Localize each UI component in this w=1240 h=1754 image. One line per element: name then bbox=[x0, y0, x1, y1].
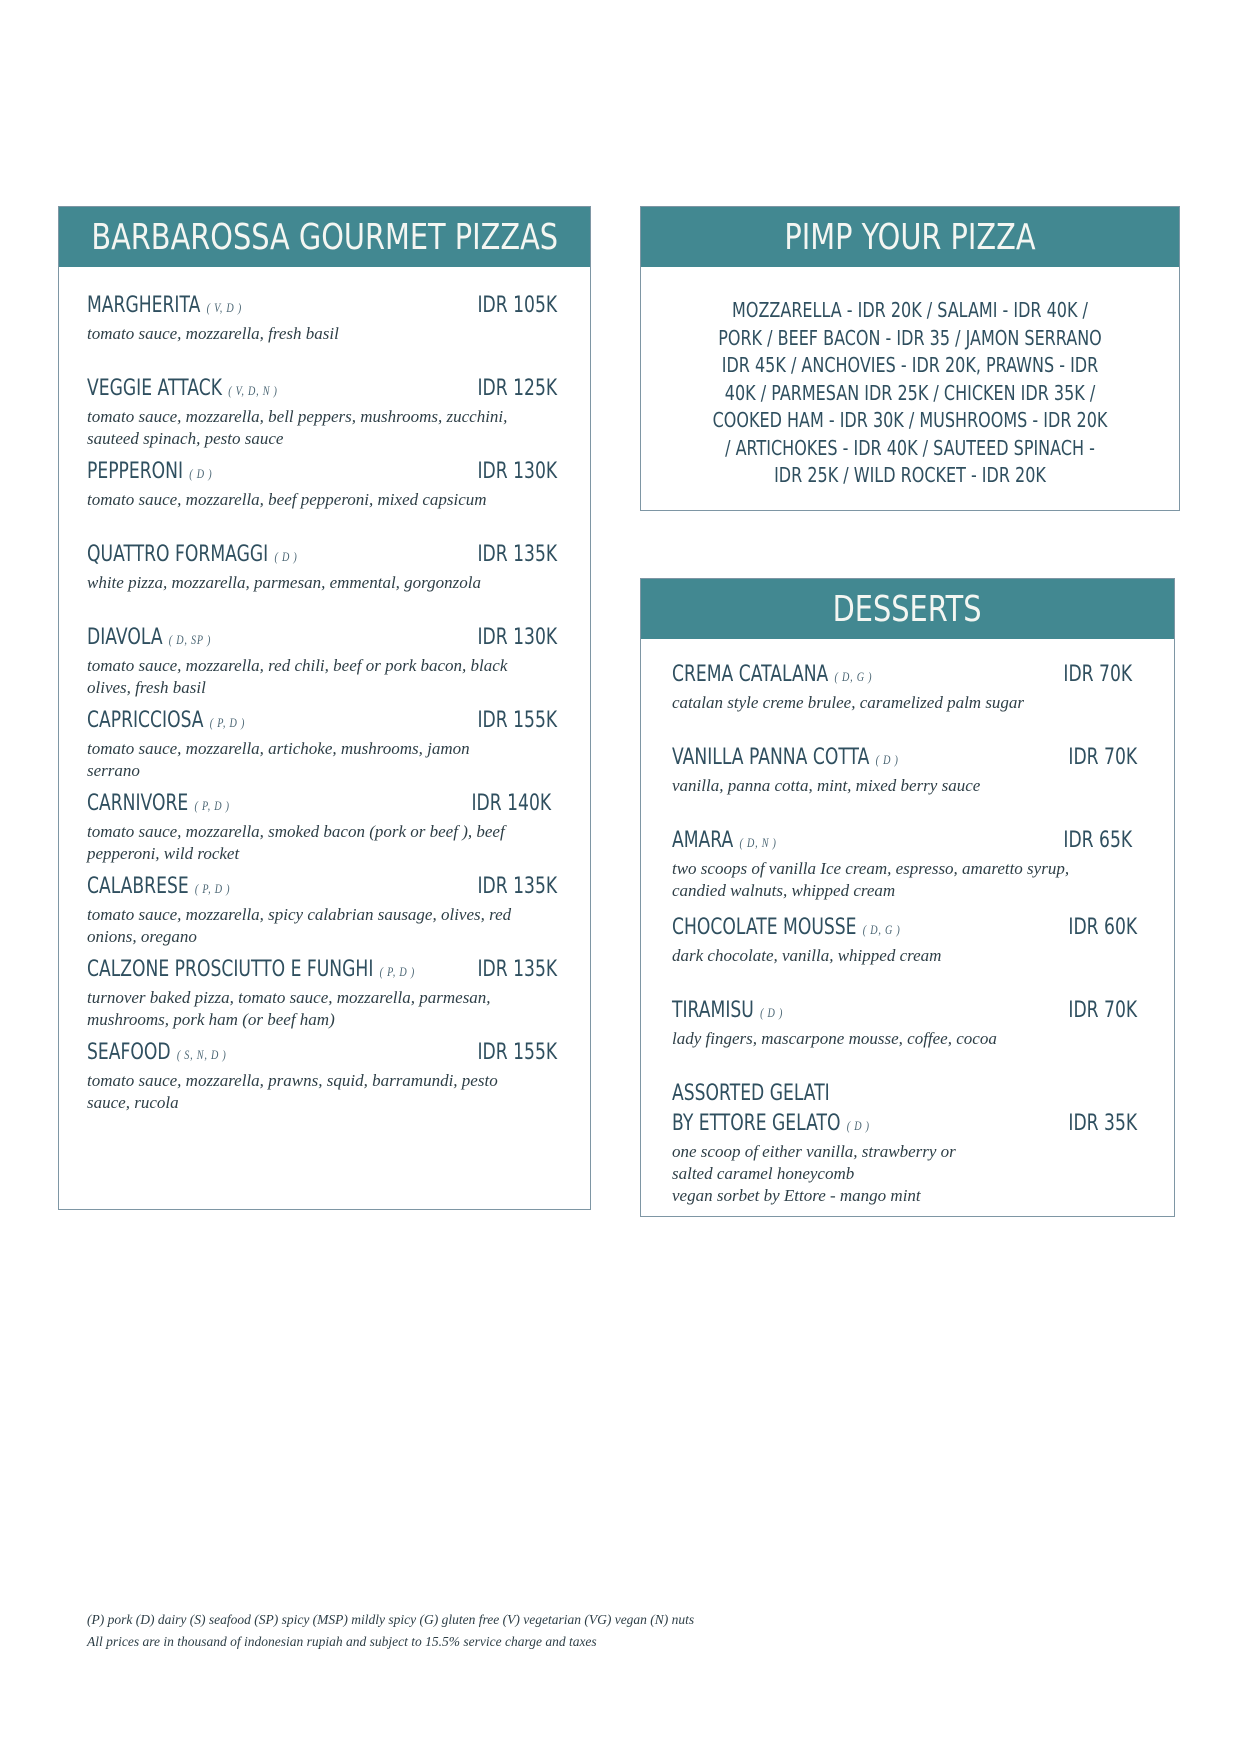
menu-item bbox=[672, 745, 1142, 797]
item-description: tomato sauce, mozzarella, prawns, squid, barramundi, pesto bbox=[87, 1071, 498, 1090]
menu-item bbox=[87, 459, 557, 511]
item-description: tomato sauce, mozzarella, spicy calabrian sausage, olives, red bbox=[87, 905, 512, 924]
item-description: tomato sauce, mozzarella, smoked bacon (pork or beef ), beef bbox=[87, 822, 505, 841]
desserts-panel bbox=[640, 578, 1175, 1217]
dietary-tags: ( D, G ) bbox=[862, 922, 901, 937]
item-name-text: SEAFOOD bbox=[87, 1040, 171, 1065]
item-name bbox=[672, 1111, 870, 1136]
dietary-tags: ( P, D ) bbox=[194, 881, 231, 896]
pizza-list bbox=[87, 293, 557, 1123]
item-price: IDR 70K bbox=[1068, 998, 1137, 1023]
dietary-tags: ( D, N ) bbox=[739, 835, 777, 850]
item-name-text: BY ETTORE GELATO bbox=[672, 1111, 841, 1136]
dietary-tags: ( D, G ) bbox=[834, 669, 873, 684]
item-name bbox=[87, 957, 415, 982]
item-price: IDR 105K bbox=[477, 293, 557, 318]
dietary-tags: ( D ) bbox=[846, 1118, 870, 1133]
item-price: IDR 140K bbox=[471, 791, 551, 816]
item-name bbox=[672, 998, 783, 1023]
item-price: IDR 155K bbox=[477, 1040, 557, 1065]
item-price: IDR 130K bbox=[477, 459, 557, 484]
pimp-title bbox=[641, 207, 1179, 267]
pimp-option-line: COOKED HAM - IDR 30K / MUSHROOMS - IDR 20K bbox=[712, 408, 1108, 432]
item-description: one scoop of either vanilla, strawberry or bbox=[672, 1142, 956, 1161]
item-description: mushrooms, pork ham (or beef ham) bbox=[87, 1010, 335, 1029]
item-name-text: PEPPERONI bbox=[87, 459, 184, 484]
price-note: All prices are in thousand of indonesian rupiah and subject to 15.5% service charge and taxes bbox=[87, 1634, 597, 1649]
menu-item bbox=[672, 662, 1142, 714]
item-description: candied walnuts, whipped cream bbox=[672, 881, 896, 900]
item-price: IDR 70K bbox=[1063, 662, 1132, 687]
item-description: tomato sauce, mozzarella, bell peppers, mushrooms, zucchini, bbox=[87, 407, 508, 426]
item-name-text: CALZONE PROSCIUTTO E FUNGHI bbox=[87, 957, 374, 982]
item-name-line1: ASSORTED GELATI bbox=[672, 1081, 830, 1106]
item-price: IDR 35K bbox=[1068, 1111, 1137, 1136]
item-name bbox=[87, 625, 211, 650]
item-description: vegan sorbet by Ettore - mango mint bbox=[672, 1186, 921, 1205]
item-price: IDR 60K bbox=[1068, 915, 1137, 940]
pizzas-title bbox=[59, 207, 590, 267]
dietary-tags: ( P, D ) bbox=[194, 798, 230, 813]
pimp-title-text: PIMP YOUR PIZZA bbox=[784, 216, 1036, 258]
item-name-text: VANILLA PANNA COTTA bbox=[672, 745, 870, 770]
pizzas-panel bbox=[58, 206, 591, 1210]
item-price: IDR 135K bbox=[477, 874, 557, 899]
item-name-text: CHOCOLATE MOUSSE bbox=[672, 915, 857, 940]
dietary-tags: ( D ) bbox=[274, 549, 298, 564]
desserts-title bbox=[641, 579, 1174, 639]
menu-item bbox=[672, 915, 1142, 967]
pimp-option-line: IDR 25K / WILD ROCKET - IDR 20K bbox=[774, 463, 1046, 487]
item-name bbox=[672, 662, 872, 687]
item-name bbox=[87, 708, 245, 733]
item-description: sauce, rucola bbox=[87, 1093, 179, 1112]
menu-item bbox=[672, 998, 1142, 1050]
item-description: tomato sauce, mozzarella, artichoke, mushrooms, jamon bbox=[87, 739, 470, 758]
item-name-text: CREMA CATALANA bbox=[672, 662, 829, 687]
item-description: two scoops of vanilla Ice cream, espresso, amaretto syrup, bbox=[672, 859, 1070, 878]
item-price: IDR 130K bbox=[477, 625, 557, 650]
item-name bbox=[87, 459, 212, 484]
pimp-option-line: 40K / PARMESAN IDR 25K / CHICKEN IDR 35K / bbox=[724, 380, 1096, 405]
menu-item bbox=[87, 957, 557, 1031]
menu-item bbox=[87, 874, 557, 948]
item-description: tomato sauce, mozzarella, beef pepperoni, mixed capsicum bbox=[87, 490, 487, 509]
menu-item bbox=[672, 1081, 1142, 1207]
menu-item bbox=[672, 828, 1142, 902]
pizzas-title-text: BARBAROSSA GOURMET PIZZAS bbox=[91, 216, 558, 258]
item-description: pepperoni, wild rocket bbox=[87, 844, 240, 863]
item-name-text: CARNIVORE bbox=[87, 791, 189, 816]
dietary-tags: ( V, D, N ) bbox=[228, 383, 278, 398]
item-name-text: AMARA bbox=[672, 828, 734, 853]
item-description: olives, fresh basil bbox=[87, 678, 206, 697]
item-name-text: DIAVOLA bbox=[87, 625, 163, 650]
dietary-tags: ( P, D ) bbox=[379, 964, 415, 979]
item-description: onions, oregano bbox=[87, 927, 197, 946]
menu-item bbox=[87, 1040, 557, 1114]
pimp-options bbox=[641, 297, 1179, 490]
item-name-text: CALABRESE bbox=[87, 874, 189, 899]
item-name bbox=[672, 828, 777, 853]
item-price: IDR 155K bbox=[477, 708, 557, 733]
item-name-text: MARGHERITA bbox=[87, 293, 201, 318]
menu-item bbox=[87, 542, 557, 594]
item-name-text: QUATTRO FORMAGGI bbox=[87, 542, 269, 567]
item-price: IDR 135K bbox=[477, 542, 557, 567]
item-description: vanilla, panna cotta, mint, mixed berry sauce bbox=[672, 776, 981, 795]
item-description: lady fingers, mascarpone mousse, coffee, cocoa bbox=[672, 1029, 997, 1048]
item-price: IDR 65K bbox=[1063, 828, 1132, 853]
item-price: IDR 125K bbox=[477, 376, 557, 401]
item-name bbox=[87, 791, 230, 816]
item-description: turnover baked pizza, tomato sauce, mozzarella, parmesan, bbox=[87, 988, 491, 1007]
item-name-text: TIRAMISU bbox=[672, 998, 754, 1023]
menu-item bbox=[87, 376, 557, 450]
dietary-tags: ( D, SP ) bbox=[168, 632, 212, 647]
item-description: serrano bbox=[87, 761, 140, 780]
dietary-tags: ( V, D ) bbox=[206, 300, 242, 315]
menu-item bbox=[87, 293, 557, 345]
item-description: catalan style creme brulee, caramelized palm sugar bbox=[672, 693, 1025, 712]
menu-item bbox=[87, 708, 557, 782]
item-description: white pizza, mozzarella, parmesan, emmental, gorgonzola bbox=[87, 573, 481, 592]
dessert-list bbox=[672, 662, 1142, 1220]
dietary-tags: ( D ) bbox=[189, 466, 213, 481]
item-name bbox=[87, 874, 230, 899]
item-description: sauteed spinach, pesto sauce bbox=[87, 429, 284, 448]
item-name bbox=[87, 293, 242, 318]
item-name bbox=[672, 745, 899, 770]
pimp-panel bbox=[640, 206, 1180, 511]
item-name-text: VEGGIE ATTACK bbox=[87, 376, 222, 401]
pimp-option-line: / ARTICHOKES - IDR 40K / SAUTEED SPINACH - bbox=[725, 435, 1095, 460]
menu-item bbox=[87, 791, 557, 865]
item-name bbox=[672, 915, 901, 940]
pimp-option-line: PORK / BEEF BACON - IDR 35 / JAMON SERRANO bbox=[718, 325, 1102, 350]
dietary-tags: ( D ) bbox=[875, 752, 899, 767]
pimp-option-line: MOZZARELLA - IDR 20K / SALAMI - IDR 40K / bbox=[732, 298, 1088, 322]
item-description: dark chocolate, vanilla, whipped cream bbox=[672, 946, 942, 965]
pimp-option-line: IDR 45K / ANCHOVIES - IDR 20K, PRAWNS - IDR bbox=[721, 353, 1099, 377]
item-name bbox=[87, 542, 298, 567]
allergen-legend: (P) pork (D) dairy (S) seafood (SP) spicy (MSP) mildly spicy (G) gluten free (V) vegetarian (VG) vegan (N) nuts bbox=[87, 1612, 695, 1627]
item-price: IDR 70K bbox=[1068, 745, 1137, 770]
item-description: tomato sauce, mozzarella, fresh basil bbox=[87, 324, 339, 343]
dietary-tags: ( S, N, D ) bbox=[176, 1047, 227, 1062]
item-description: salted caramel honeycomb bbox=[672, 1164, 855, 1183]
item-price: IDR 135K bbox=[477, 957, 557, 982]
item-name-text: CAPRICCIOSA bbox=[87, 708, 204, 733]
desserts-title-text: DESSERTS bbox=[833, 588, 982, 630]
dietary-tags: ( D ) bbox=[760, 1005, 784, 1020]
dietary-tags: ( P, D ) bbox=[209, 715, 246, 730]
item-description: tomato sauce, mozzarella, red chili, beef or pork bacon, black bbox=[87, 656, 508, 675]
menu-item bbox=[87, 625, 557, 699]
item-name bbox=[87, 1040, 227, 1065]
item-name bbox=[87, 376, 278, 401]
